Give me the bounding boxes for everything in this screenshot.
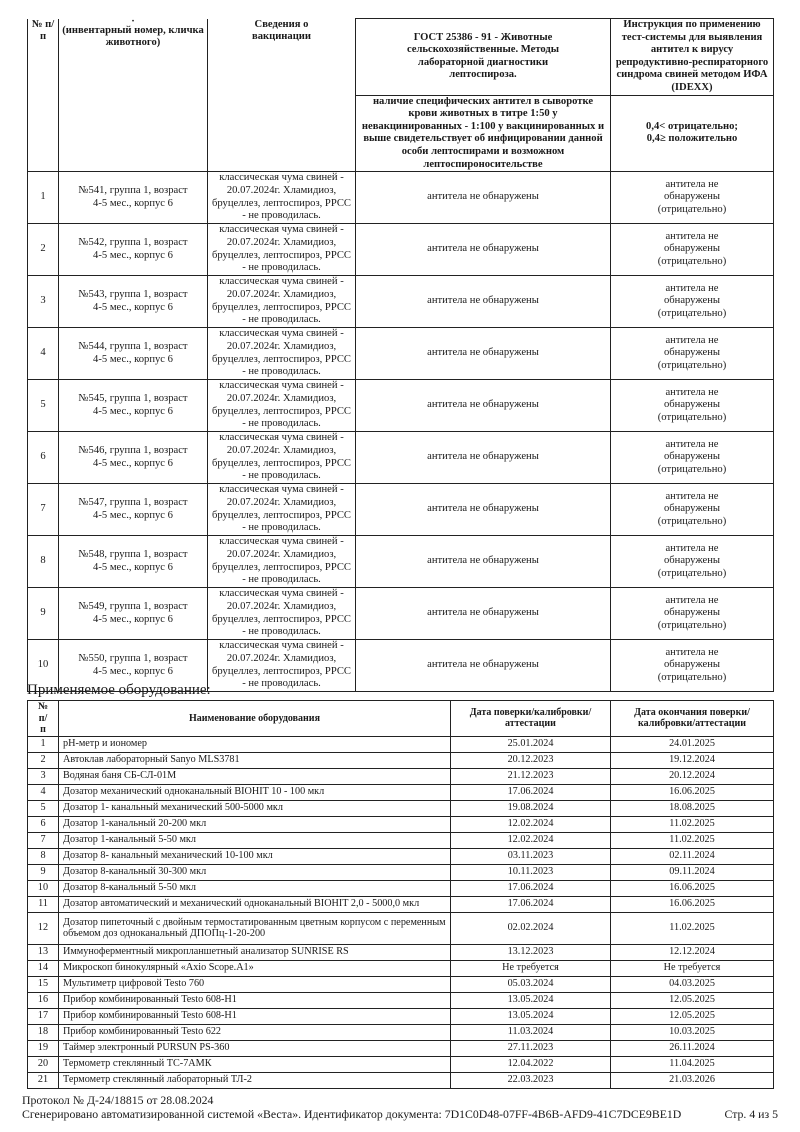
row-gost-result: антитела не обнаружены	[356, 380, 611, 432]
row-idexx-result	[611, 432, 774, 484]
header-idexx: Инструкция по применению тест-системы для выявления антител к вирусу репродуктивно-респираторного синдрома свиней методом ИФА (IDEXX)	[611, 19, 774, 96]
equip-end-date: 20.12.2024	[611, 768, 774, 784]
row-idexx-result-text: антитела не обнаружены (отрицательно)	[657, 178, 727, 215]
equip-end-date: 21.03.2026	[611, 1072, 774, 1088]
equip-end-date: 02.11.2024	[611, 848, 774, 864]
row-vaccination: классическая чума свиней - 20.07.2024г. Хламидиоз, бруцеллез, лептоспироз, РРСС - не проводилась.	[208, 380, 356, 432]
equip-end-date: 11.02.2025	[611, 912, 774, 944]
equip-end-date: 19.12.2024	[611, 752, 774, 768]
equipment-row	[28, 976, 774, 992]
row-animal-text: №550, группа 1, возраст 4-5 мес., корпус 6	[78, 653, 188, 677]
equip-num: 3	[28, 768, 59, 784]
equipment-table	[27, 700, 774, 1089]
equip-name: Прибор комбинированный Testo 608-H1	[59, 1008, 451, 1024]
row-vaccination: классическая чума свиней - 20.07.2024г. Хламидиоз, бруцеллез, лептоспироз, РРСС - не проводилась.	[208, 172, 356, 224]
equip-name: Автоклав лабораторный Sanyo MLS3781	[59, 752, 451, 768]
equip-num: 16	[28, 992, 59, 1008]
equip-name: Таймер электронный PURSUN PS-360	[59, 1040, 451, 1056]
equipment-row	[28, 832, 774, 848]
header-animal	[59, 19, 208, 172]
footer-protocol: Протокол № Д-24/18815 от 28.08.2024	[22, 1093, 214, 1107]
row-gost-result: антитела не обнаружены	[356, 484, 611, 536]
equip-num: 17	[28, 1008, 59, 1024]
equip-num: 15	[28, 976, 59, 992]
equip-end-date: 16.06.2025	[611, 784, 774, 800]
equip-check-date: 11.03.2024	[451, 1024, 611, 1040]
header-idexx-norm-text: 0,4< отрицательно; 0,4≥ положительно	[646, 120, 738, 145]
row-animal-text: №541, группа 1, возраст 4-5 мес., корпус 6	[78, 185, 188, 209]
equip-check-date: 20.12.2023	[451, 752, 611, 768]
equip-name: Дозатор 8-канальный 30-300 мкл	[59, 864, 451, 880]
equip-name: Термометр стеклянный лабораторный ТЛ-2	[59, 1072, 451, 1088]
result-row	[28, 588, 774, 640]
equip-end-date: 11.02.2025	[611, 832, 774, 848]
row-vaccination: классическая чума свиней - 20.07.2024г. Хламидиоз, бруцеллез, лептоспироз, РРСС - не проводилась.	[208, 224, 356, 276]
equip-num: 19	[28, 1040, 59, 1056]
equip-num: 7	[28, 832, 59, 848]
equip-header-name: Наименование оборудования	[59, 701, 451, 737]
results-table	[27, 18, 774, 692]
row-num: 3	[28, 276, 59, 328]
row-animal-text: №545, группа 1, возраст 4-5 мес., корпус 6	[78, 393, 188, 417]
equip-num: 21	[28, 1072, 59, 1088]
equip-end-date: 26.11.2024	[611, 1040, 774, 1056]
equipment-row	[28, 1008, 774, 1024]
equip-check-date: 17.06.2024	[451, 896, 611, 912]
equip-num: 5	[28, 800, 59, 816]
row-num: 5	[28, 380, 59, 432]
header-animal-text: (инвентарный номер, кличка животного)	[62, 24, 204, 49]
row-idexx-result-text: антитела не обнаружены (отрицательно)	[657, 386, 727, 423]
equipment-row	[28, 912, 774, 944]
equip-name: Прибор комбинированный Testo 622	[59, 1024, 451, 1040]
equipment-row	[28, 960, 774, 976]
equip-num: 14	[28, 960, 59, 976]
row-vaccination: классическая чума свиней - 20.07.2024г. Хламидиоз, бруцеллез, лептоспироз, РРСС - не проводилась.	[208, 432, 356, 484]
equip-num: 18	[28, 1024, 59, 1040]
row-num: 2	[28, 224, 59, 276]
equip-end-date: 10.03.2025	[611, 1024, 774, 1040]
row-idexx-result	[611, 328, 774, 380]
equip-end-date: 09.11.2024	[611, 864, 774, 880]
equip-end-date: 11.02.2025	[611, 816, 774, 832]
equip-check-date: 12.04.2022	[451, 1056, 611, 1072]
equipment-row	[28, 1072, 774, 1088]
equip-end-date: 12.05.2025	[611, 992, 774, 1008]
row-animal	[59, 432, 208, 484]
header-vaccination	[208, 19, 356, 172]
equip-check-date: 17.06.2024	[451, 880, 611, 896]
equip-name: Дозатор пипеточный с двойным термостатированным цветным корпусом с переменным объемом доз одноканальный ДПОПц-1-20-200	[59, 912, 451, 944]
equip-name: Мультиметр цифровой Testo 760	[59, 976, 451, 992]
header-idexx-norm	[611, 95, 774, 172]
header-gost-norm: наличие специфических антител в сыворотке крови животных в титре 1:50 у невакцинированных - 1:100 у вакцинированных и выше свидетельствует об инфицировании данной особи лептоспирами и возможном лептоспироносительстве	[356, 95, 611, 172]
row-idexx-result	[611, 536, 774, 588]
row-num: 7	[28, 484, 59, 536]
row-gost-result: антитела не обнаружены	[356, 276, 611, 328]
row-idexx-result	[611, 484, 774, 536]
equipment-row	[28, 800, 774, 816]
equip-check-date: 17.06.2024	[451, 784, 611, 800]
row-idexx-result-text: антитела не обнаружены (отрицательно)	[657, 646, 727, 683]
row-idexx-result	[611, 640, 774, 692]
row-idexx-result-text: антитела не обнаружены (отрицательно)	[657, 594, 727, 631]
row-animal-text: №548, группа 1, возраст 4-5 мес., корпус 6	[78, 549, 188, 573]
equip-check-date: 05.03.2024	[451, 976, 611, 992]
row-animal	[59, 536, 208, 588]
equipment-row	[28, 1024, 774, 1040]
equip-end-date: 04.03.2025	[611, 976, 774, 992]
result-row	[28, 224, 774, 276]
row-vaccination: классическая чума свиней - 20.07.2024г. Хламидиоз, бруцеллез, лептоспироз, РРСС - не проводилась.	[208, 640, 356, 692]
row-animal	[59, 484, 208, 536]
row-animal-text: №549, группа 1, возраст 4-5 мес., корпус 6	[78, 601, 188, 625]
row-idexx-result-text: антитела не обнаружены (отрицательно)	[657, 282, 727, 319]
equip-check-date: 12.02.2024	[451, 832, 611, 848]
equipment-row	[28, 1056, 774, 1072]
row-gost-result: антитела не обнаружены	[356, 172, 611, 224]
equip-num: 9	[28, 864, 59, 880]
equipment-row	[28, 784, 774, 800]
row-animal	[59, 172, 208, 224]
equip-check-date: Не требуется	[451, 960, 611, 976]
result-row	[28, 432, 774, 484]
equip-check-date: 13.05.2024	[451, 1008, 611, 1024]
equip-num: 13	[28, 944, 59, 960]
row-idexx-result	[611, 276, 774, 328]
equip-check-date: 12.02.2024	[451, 816, 611, 832]
equipment-row	[28, 768, 774, 784]
row-num: 1	[28, 172, 59, 224]
equipment-row	[28, 944, 774, 960]
row-animal	[59, 328, 208, 380]
header-animal-fragment: ·	[131, 18, 135, 25]
equip-name: Дозатор механический одноканальный BIOHIT 10 - 100 мкл	[59, 784, 451, 800]
equipment-row	[28, 864, 774, 880]
equipment-row	[28, 896, 774, 912]
equip-num: 6	[28, 816, 59, 832]
row-animal	[59, 224, 208, 276]
row-animal	[59, 380, 208, 432]
equip-name: Прибор комбинированный Testo 608-H1	[59, 992, 451, 1008]
row-idexx-result-text: антитела не обнаружены (отрицательно)	[657, 542, 727, 579]
row-idexx-result-text: антитела не обнаружены (отрицательно)	[657, 490, 727, 527]
row-animal-text: №546, группа 1, возраст 4-5 мес., корпус 6	[78, 445, 188, 469]
equip-end-date: 24.01.2025	[611, 736, 774, 752]
row-animal-text: №543, группа 1, возраст 4-5 мес., корпус 6	[78, 289, 188, 313]
result-row	[28, 172, 774, 224]
equipment-row	[28, 1040, 774, 1056]
equip-check-date: 25.01.2024	[451, 736, 611, 752]
equipment-row	[28, 752, 774, 768]
result-row	[28, 276, 774, 328]
equip-end-date: 11.04.2025	[611, 1056, 774, 1072]
equip-name: Микроскоп бинокулярный «Axio Scope.A1»	[59, 960, 451, 976]
row-animal	[59, 276, 208, 328]
row-idexx-result	[611, 588, 774, 640]
row-gost-result: антитела не обнаружены	[356, 432, 611, 484]
equip-name: pH-метр и иономер	[59, 736, 451, 752]
equip-end-date: 18.08.2025	[611, 800, 774, 816]
row-idexx-result	[611, 224, 774, 276]
equip-name: Дозатор 1-канальный 5-50 мкл	[59, 832, 451, 848]
result-row	[28, 484, 774, 536]
equip-name: Дозатор автоматический и механический одноканальный BIOHIT 2,0 - 5000,0 мкл	[59, 896, 451, 912]
equip-num: 1	[28, 736, 59, 752]
equip-check-date: 13.12.2023	[451, 944, 611, 960]
equip-name: Иммуноферментный микропланшетный анализатор SUNRISE RS	[59, 944, 451, 960]
header-gost	[356, 19, 611, 96]
equip-check-date: 02.02.2024	[451, 912, 611, 944]
equip-end-date: 12.12.2024	[611, 944, 774, 960]
equip-check-date: 03.11.2023	[451, 848, 611, 864]
equipment-row	[28, 816, 774, 832]
equip-header-num: № п/п	[28, 701, 59, 737]
row-gost-result: антитела не обнаружены	[356, 640, 611, 692]
row-vaccination: классическая чума свиней - 20.07.2024г. Хламидиоз, бруцеллез, лептоспироз, РРСС - не проводилась.	[208, 328, 356, 380]
row-num: 8	[28, 536, 59, 588]
row-gost-result: антитела не обнаружены	[356, 588, 611, 640]
equip-end-date: 16.06.2025	[611, 880, 774, 896]
equip-num: 2	[28, 752, 59, 768]
row-idexx-result	[611, 380, 774, 432]
equip-end-date: 16.06.2025	[611, 896, 774, 912]
equip-num: 4	[28, 784, 59, 800]
equip-check-date: 27.11.2023	[451, 1040, 611, 1056]
row-idexx-result-text: антитела не обнаружены (отрицательно)	[657, 438, 727, 475]
equip-num: 20	[28, 1056, 59, 1072]
row-vaccination: классическая чума свиней - 20.07.2024г. Хламидиоз, бруцеллез, лептоспироз, РРСС - не проводилась.	[208, 484, 356, 536]
equip-header-end-date: Дата окончания поверки/калибровки/аттестации	[611, 701, 774, 737]
equipment-row	[28, 992, 774, 1008]
row-num: 10	[28, 640, 59, 692]
row-num: 4	[28, 328, 59, 380]
equip-header-check-date: Дата поверки/калибровки/аттестации	[451, 701, 611, 737]
equip-num: 11	[28, 896, 59, 912]
equip-num: 8	[28, 848, 59, 864]
equipment-row	[28, 880, 774, 896]
row-gost-result: антитела не обнаружены	[356, 328, 611, 380]
result-row	[28, 380, 774, 432]
equip-check-date: 13.05.2024	[451, 992, 611, 1008]
header-num: № п/п	[28, 19, 59, 172]
equipment-row	[28, 736, 774, 752]
equip-check-date: 22.03.2023	[451, 1072, 611, 1088]
equip-end-date: 12.05.2025	[611, 1008, 774, 1024]
row-num: 6	[28, 432, 59, 484]
equip-check-date: 10.11.2023	[451, 864, 611, 880]
row-animal-text: №542, группа 1, возраст 4-5 мес., корпус 6	[78, 237, 188, 261]
equip-name: Дозатор 1-канальный 20-200 мкл	[59, 816, 451, 832]
result-row	[28, 536, 774, 588]
equip-name: Дозатор 1- канальный механический 500-5000 мкл	[59, 800, 451, 816]
row-idexx-result-text: антитела не обнаружены (отрицательно)	[657, 334, 727, 371]
row-animal-text: №547, группа 1, возраст 4-5 мес., корпус 6	[78, 497, 188, 521]
header-vaccination-text: Сведения о вакцинации	[251, 18, 312, 43]
row-num: 9	[28, 588, 59, 640]
equip-name: Водяная баня СБ-СЛ-01М	[59, 768, 451, 784]
row-gost-result: антитела не обнаружены	[356, 536, 611, 588]
equipment-title: Применяемое оборудование:	[27, 682, 211, 698]
equip-num: 12	[28, 912, 59, 944]
row-idexx-result	[611, 172, 774, 224]
footer-generated: Сгенерировано автоматизированной системой «Веста». Идентификатор документа: 7D1C0D48-07FF-4B6B-AFD9-41C7DCE9BE1D	[22, 1107, 682, 1121]
row-idexx-result-text: антитела не обнаружены (отрицательно)	[657, 230, 727, 267]
row-vaccination: классическая чума свиней - 20.07.2024г. Хламидиоз, бруцеллез, лептоспироз, РРСС - не проводилась.	[208, 588, 356, 640]
equip-name: Термометр стеклянный ТС-7АМК	[59, 1056, 451, 1072]
equip-end-date: Не требуется	[611, 960, 774, 976]
equip-name: Дозатор 8-канальный 5-50 мкл	[59, 880, 451, 896]
page-number: Стр. 4 из 5	[724, 1107, 778, 1121]
result-row	[28, 328, 774, 380]
row-animal-text: №544, группа 1, возраст 4-5 мес., корпус 6	[78, 341, 188, 365]
equip-check-date: 19.08.2024	[451, 800, 611, 816]
row-animal	[59, 588, 208, 640]
row-vaccination: классическая чума свиней - 20.07.2024г. Хламидиоз, бруцеллез, лептоспироз, РРСС - не проводилась.	[208, 276, 356, 328]
equip-name: Дозатор 8- канальный механический 10-100 мкл	[59, 848, 451, 864]
row-vaccination: классическая чума свиней - 20.07.2024г. Хламидиоз, бруцеллез, лептоспироз, РРСС - не проводилась.	[208, 536, 356, 588]
header-gost-text: ГОСТ 25386 - 91 - Животные сельскохозяйственные. Методы лабораторной диагностики лептоспироза.	[406, 31, 560, 81]
row-gost-result: антитела не обнаружены	[356, 224, 611, 276]
equipment-row	[28, 848, 774, 864]
equip-num: 10	[28, 880, 59, 896]
equip-check-date: 21.12.2023	[451, 768, 611, 784]
